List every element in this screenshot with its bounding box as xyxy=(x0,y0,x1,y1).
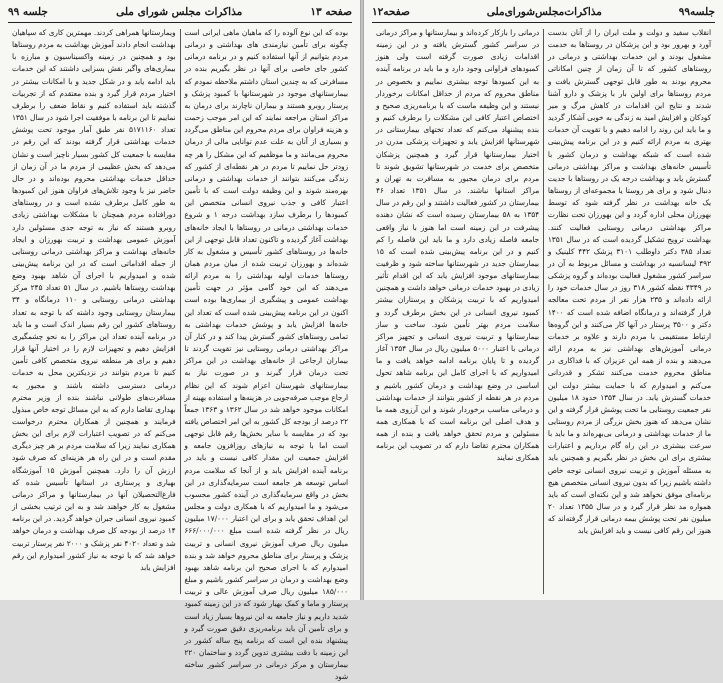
right-page-journal-title: مذاکرات‌مجلس‌شورای‌ملی xyxy=(486,6,602,18)
left-page-session: جلسه ۹۹ xyxy=(8,6,48,18)
right-page-column-left-text: درمانی را بازکار کرده‌اند و بیمارستانها و مراکز درمانی در سراسر کشور گسترش یافته و در این زمینه اقدامات زیادی صورت گرفته است ولی هنوز کمبودهای فراوانی وجود دارد و ما باید در برنامه آینده به این کمبودها توجه بیشتری نماییم و بخصوص در مناطق محروم که مردم از حداقل امکانات برخوردار نیستند و این وظیفه ماست که با برنامه‌ریزی صحیح و اختصاص اعتبار کافی این مشکلات را برطرف کنیم و بنده پیشنهاد می‌کنم که تعداد تختهای بیمارستانی در شهرستانها افزایش یابد و تجهیزات پزشکی مدرن در اختیار بیمارستانها قرار گیرد و همچنین پزشکان متخصص برای خدمت در شهرستانها تشویق شوند تا مردم برای درمان مجبور به مسافرت به تهران و مراکز استانها نباشند. در سال ۱۳۵۱ تعداد ۴۶ بیمارستان در کشور فعالیت داشتند و این رقم در سال ۱۳۵۴ به ۵۸ بیمارستان رسیده است که نشان دهنده پیشرفت در این زمینه است اما هنوز با نیاز واقعی جامعه فاصله زیادی دارد و ما باید این فاصله را کم کنیم و در این برنامه پیش‌بینی شده است که ۱۵ بیمارستان جدید در شهرستانها ساخته شود و ظرفیت بیمارستانهای موجود افزایش یابد که این اقدام تأثیر زیادی در بهبود خدمات درمانی خواهد داشت و همچنین امیدواریم که با تربیت پزشکان و پرستاران بیشتر کمبود نیروی انسانی در این بخش برطرف گردد و سلامت مردم بهتر تأمین شود. ساخت و ساز بیمارستانها و تربیت نیروی انسانی و تجهیز مراکز درمانی با اعتبار ۵۰۰۰ میلیون ریال در سال ۱۳۵۴ آغاز گردیده و تا پایان برنامه ادامه خواهد یافت و ما امیدواریم که با اجرای کامل این برنامه شاهد تحول اساسی در وضع بهداشت و درمان کشور باشیم و مردم در هر نقطه از کشور بتوانند از خدمات بهداشتی و درمانی مناسب برخوردار شوند و این آرزوی همه ما و هدف اصلی این برنامه است که با همکاری همه مسئولین و مردم تحقق خواهد یافت و بنده از همه همکاران محترم تقاضا دارم که در تصویب این برنامه همکاری نمایند xyxy=(375,28,540,463)
left-page-header xyxy=(8,6,352,23)
right-page-header xyxy=(372,6,715,23)
right-page-column-left xyxy=(372,27,543,597)
right-page-session: جلسه۹۹ xyxy=(678,6,715,18)
right-page-column-right xyxy=(544,27,715,597)
left-page-column-right-text: بوده که این نوع آلوده را که ماهیان ماهی ایرانی است چگونه برای تأمین نیازمندی های بهداشتی و درمانی مردم بتوانیم از آنها استفاده کنیم و در برنامه درمانی کشور جای خاصی برای آنها در نظر بگیریم بنده در مسافرتی که به چندین استان داشتم ملاحظه نمودم که بیمارستانهای موجود در شهرستانها با کمبود پزشک و پرستار روبرو هستند و بیماران ناچارند برای درمان به مراکز استان مراجعه نمایند که این امر موجب زحمت و هزینه فراوان برای مردم محروم این مناطق می‌گردد و بسیاری از آنان به علت عدم توانایی مالی از درمان محروم می‌مانند و ما موظفیم که این مشکل را هر چه زودتر حل نماییم تا مردم در هر نقطه‌ای از کشور که زندگی می‌کنند بتوانند از خدمات بهداشتی و درمانی بهره‌مند شوند و این وظیفه دولت است که با تأمین اعتبار کافی و جذب نیروی انسانی متخصص این کمبودها را برطرف سازد بهداشت درجه ۱ و شروع خدمات بهداشتی درمانی در روستاها با ایجاد خانه‌های بهداشت آغاز گردیده و تاکنون تعداد قابل توجهی از این خانه‌ها در روستاهای کشور تأسیس و مشغول به کار شده‌اند و بهورزان تربیت شده از میان مردم همان روستاها خدمات اولیه بهداشتی را به مردم ارائه می‌دهند که این خود گامی مؤثر در جهت تأمین بهداشت عمومی و پیشگیری از بیماری‌ها بوده است اکنون در این برنامه پیش‌بینی شده است که تعداد این خانه‌ها افزایش یابد و پوشش خدمات بهداشتی به تمامی روستاهای کشور گسترش پیدا کند و در کنار آن مراکز بهداشتی درمانی روستایی نیز تقویت گردند تا بیماران ارجاعی از خانه‌های بهداشت در این مراکز تحت درمان قرار گیرند و در صورت نیاز به بیمارستانهای شهرستان اعزام شوند که این نظام ارجاع موجب صرفه‌جویی در هزینه‌ها و استفاده بهینه از امکانات موجود خواهد شد در سال ۱۳۶۲ و ۱۳۶۳ جمعاً ۲۲ درصد از بودجه کل کشور به این امر اختصاص یافته بود که در مقایسه با سایر بخش‌ها رقم قابل توجهی است اما با توجه به نیازهای روزافزون جامعه و افزایش جمعیت این مقدار کافی نیست و باید در برنامه آینده افزایش یابد و از آنجا که سلامت مردم اساس توسعه هر جامعه است سرمایه‌گذاری در این بخش در واقع سرمایه‌گذاری در آینده کشور محسوب می‌شود و ما امیدواریم که با همکاری دولت و مجلس این اهداف تحقق یابد و برای این اعتبار ۱۷/۰۰۰ میلیون ریال در نظر گرفته شده است مبلغ ۶۶۶/۰۰۰/۰۰۰ میلیون ریال صرف آموزش نیروی انسانی و تربیت پزشک و پرستار برای مناطق محروم خواهد شد و بنده امیدوارم که با اجرای صحیح این برنامه شاهد بهبود وضع بهداشت و درمان در سراسر کشور باشیم و مبلغ ۱۸۵/۰۰۰ میلیون ریال صرف آموزش عالی و تربیت پرستار و ماما و کمک بهیار شود که در این زمینه کمبود شدید داریم و نیاز جامعه به این نیروها بسیار زیاد است و برای تأمین آن باید برنامه‌ریزی دقیق صورت گیرد و پیشنهاد بنده این است که برنامه پنج ساله کشور در این زمینه با دقت بیشتری تدوین گردد و ساختمان ۲۲۰ بیمارستان و مرکز درمانی در سراسر کشور ساخته شود xyxy=(184,28,348,682)
left-page xyxy=(0,0,362,682)
right-page xyxy=(362,0,723,600)
right-page-column-right-text: انقلاب سفید و دولت و ملت ایران را از آنان بدست آورد و بهرور بود و این پزشکان در روستاها به خدمت مشغول بودند و این خدمات بهداشتی و درمانی در روستاهای کشور که تا آن زمان از چنین امکاناتی محروم بودند به طور قابل توجهی گسترش یافت و مردم روستاها برای اولین بار با پزشک و دارو آشنا شدند و نتایج این اقدامات در کاهش مرگ و میر کودکان و افزایش امید به زندگی به خوبی آشکار گردید و ما باید این روند را ادامه دهیم و با تقویت آن خدمات بهتری به مردم ارائه کنیم و در این برنامه پیش‌بینی شده است که شبکه بهداشت و درمان کشور با تأسیس خانه‌های بهداشت و مراکز بهداشتی درمانی گسترش یابد و بهداشت درجه یک در روستاها با جدیت دنبال شود و برای هر روستا یا مجموعه‌ای از روستاها یک خانه بهداشت در نظر گرفته شود که توسط بهورزان محلی اداره گردد و این بهورزان تحت نظارت مراکز بهداشتی درمانی روستایی فعالیت کنند. بهداشت ترویج تشکیل گردیده است که در سال ۱۳۵۱ تعداد ۳۸۵ دکتر داوطلب ۳۱۰۱ پزشک ۴۴۲ کلینیک و ۴۹۲ لیسانسیه در بهداشت و مسائل مربوط به آن در سراسر کشور مشغول فعالیت بوده‌اند و گروه پزشکی در ۴۳۴۹ نقطه کشور ۳۱۸ روز در سال خدمات خود را ارائه داده‌اند و ۲۳۵ هزار نفر از مردم تحت معالجه قرار گرفته‌اند و درمانگاه اضافه شده است که ۱۴۰۰ دکتر و ۳۵۰۰ پرستار در آنها کار می‌کنند و این گروه‌ها ارتباط مستقیمی با مردم دارند و علاوه بر خدمات درمانی آموزش‌های بهداشتی نیز به مردم ارائه می‌دهند و بنده از همه این عزیزان که با فداکاری در مناطق محروم خدمت می‌کنند تشکر و قدردانی می‌کنم و امیدوارم که با حمایت بیشتر دولت این خدمات گسترش یابد. در سال ۱۳۵۴ حدود ۱۸ میلیون نفر جمعیت روستایی ما تحت پوشش قرار گرفته و این نشان می‌دهد که هنوز بخش بزرگی از مردم روستایی ما از خدمات بهداشتی و درمانی بی‌بهره‌اند و ما باید با سرعت بیشتری در این راه گام برداریم و اعتبارات بیشتری برای این بخش در نظر بگیریم و همچنین باید به مسئله آموزش و تربیت نیروی انسانی توجه خاص داشته باشیم زیرا که بدون نیروی انسانی متخصص هیچ برنامه‌ای موفق نخواهد شد و این نکته‌ای است که باید همواره مد نظر قرار گیرد و در سال ۱۳۵۵ تعداد ۲۰ میلیون نفر تحت پوشش بیمه درمانی قرار گرفته‌اند که هنوز این رقم کافی نیست و باید افزایش یابد xyxy=(547,28,712,536)
left-page-column-right xyxy=(180,27,352,682)
left-page-number: صفحه ۱۳ xyxy=(310,6,352,18)
left-page-column-left xyxy=(8,27,180,597)
column-divider xyxy=(180,29,181,594)
right-page-columns xyxy=(372,27,715,597)
left-page-columns xyxy=(8,27,352,682)
left-page-column-left-text: ویمارستانها همراهی کردند. مهمترین کاری که سپاهیان بهداشت انجام دادند آموزش بهداشت به مردم روستاها بود و همچنین در زمینه واکسیناسیون و مبارزه با بیماری‌های واگیر نقش بسزایی داشتند که این خدمات باید ادامه یابد و در شکل جدید و با امکانات بیشتر در اختیار مردم قرار گیرد و بنده معتقدم که از تجربیات گذشته باید استفاده کنیم و نقاط ضعف را برطرف نماییم تا این برنامه با موفقیت اجرا شود در سال ۱۳۵۱ تعداد ۵۱۷۱۱۶۰ نفر طبق آمار موجود تحت پوشش خدمات بهداشتی قرار گرفته بودند که این رقم در مقایسه با جمعیت کل کشور بسیار ناچیز است و نشان می‌دهد که بخش عظیمی از مردم ما در آن زمان از حداقل خدمات بهداشتی محروم بوده‌اند و در حال حاضر نیز با وجود تلاش‌های فراوان هنوز این کمبودها به طور کامل برطرف نشده است و در روستاهای دورافتاده مردم همچنان با مشکلات بهداشتی زیادی روبرو هستند که نیاز به توجه جدی مسئولین دارد آموزش عمومی بهداشت و تربیت بهورزان و ایجاد خانه‌های بهداشت و مراکز بهداشتی درمانی روستایی از جمله اقداماتی است که در این برنامه پیش‌بینی شده و امیدواریم با اجرای آن شاهد بهبود وضع بهداشت روستاها باشیم. در سال ۵۱ تعداد ۲۴۵ مرکز بهداشتی درمانی روستایی و ۱۱۰ درمانگاه و ۳۴ بیمارستان روستایی وجود داشته که با توجه به تعداد روستاهای کشور این رقم بسیار اندک است و ما باید در برنامه آینده تعداد این مراکز را به نحو چشمگیری افزایش دهیم و تجهیزات لازم را در اختیار آنها قرار دهیم و برای هر منطقه نیروی متخصص کافی تأمین کنیم تا مردم بتوانند در نزدیکترین محل به خدمات درمانی دسترسی داشته باشند و مجبور به مسافرت‌های طولانی نباشند بنده از وزیر محترم بهداری تقاضا دارم که به این مسائل توجه خاص مبذول فرمایند و همچنین از همکاران محترم درخواست می‌کنم که در تصویب اعتبارات لازم برای این بخش همکاری نمایند زیرا که سلامت مردم بر هر چیز دیگری مقدم است و در این راه هر هزینه‌ای که صرف شود ارزش آن را دارد. همچنین آموزش ۱۵ آموزشگاه بهیاری و پرستاری در استانها تأسیس شده که فارغ‌التحصیلان آنها در بیمارستانها و مراکز درمانی مشغول به کار خواهند شد و به این ترتیب بخشی از کمبود نیروی انسانی جبران خواهد گردید. در این برنامه ۱۴ درصد از بودجه کل صرف بهداشت و درمان خواهد شد و تعداد ۴۰۲۰ نفر پزشک و ۲۰۰۰ نفر پرستار تربیت خواهد شد که با توجه به نیاز کشور امیدوارم این رقم افزایش یابد xyxy=(11,28,176,572)
column-divider xyxy=(543,29,544,594)
left-page-journal-title: مذاکرات مجلس شورای ملی xyxy=(116,6,243,18)
right-page-number: صفحه‌۱۲ xyxy=(372,6,410,18)
book-gutter xyxy=(360,0,364,600)
